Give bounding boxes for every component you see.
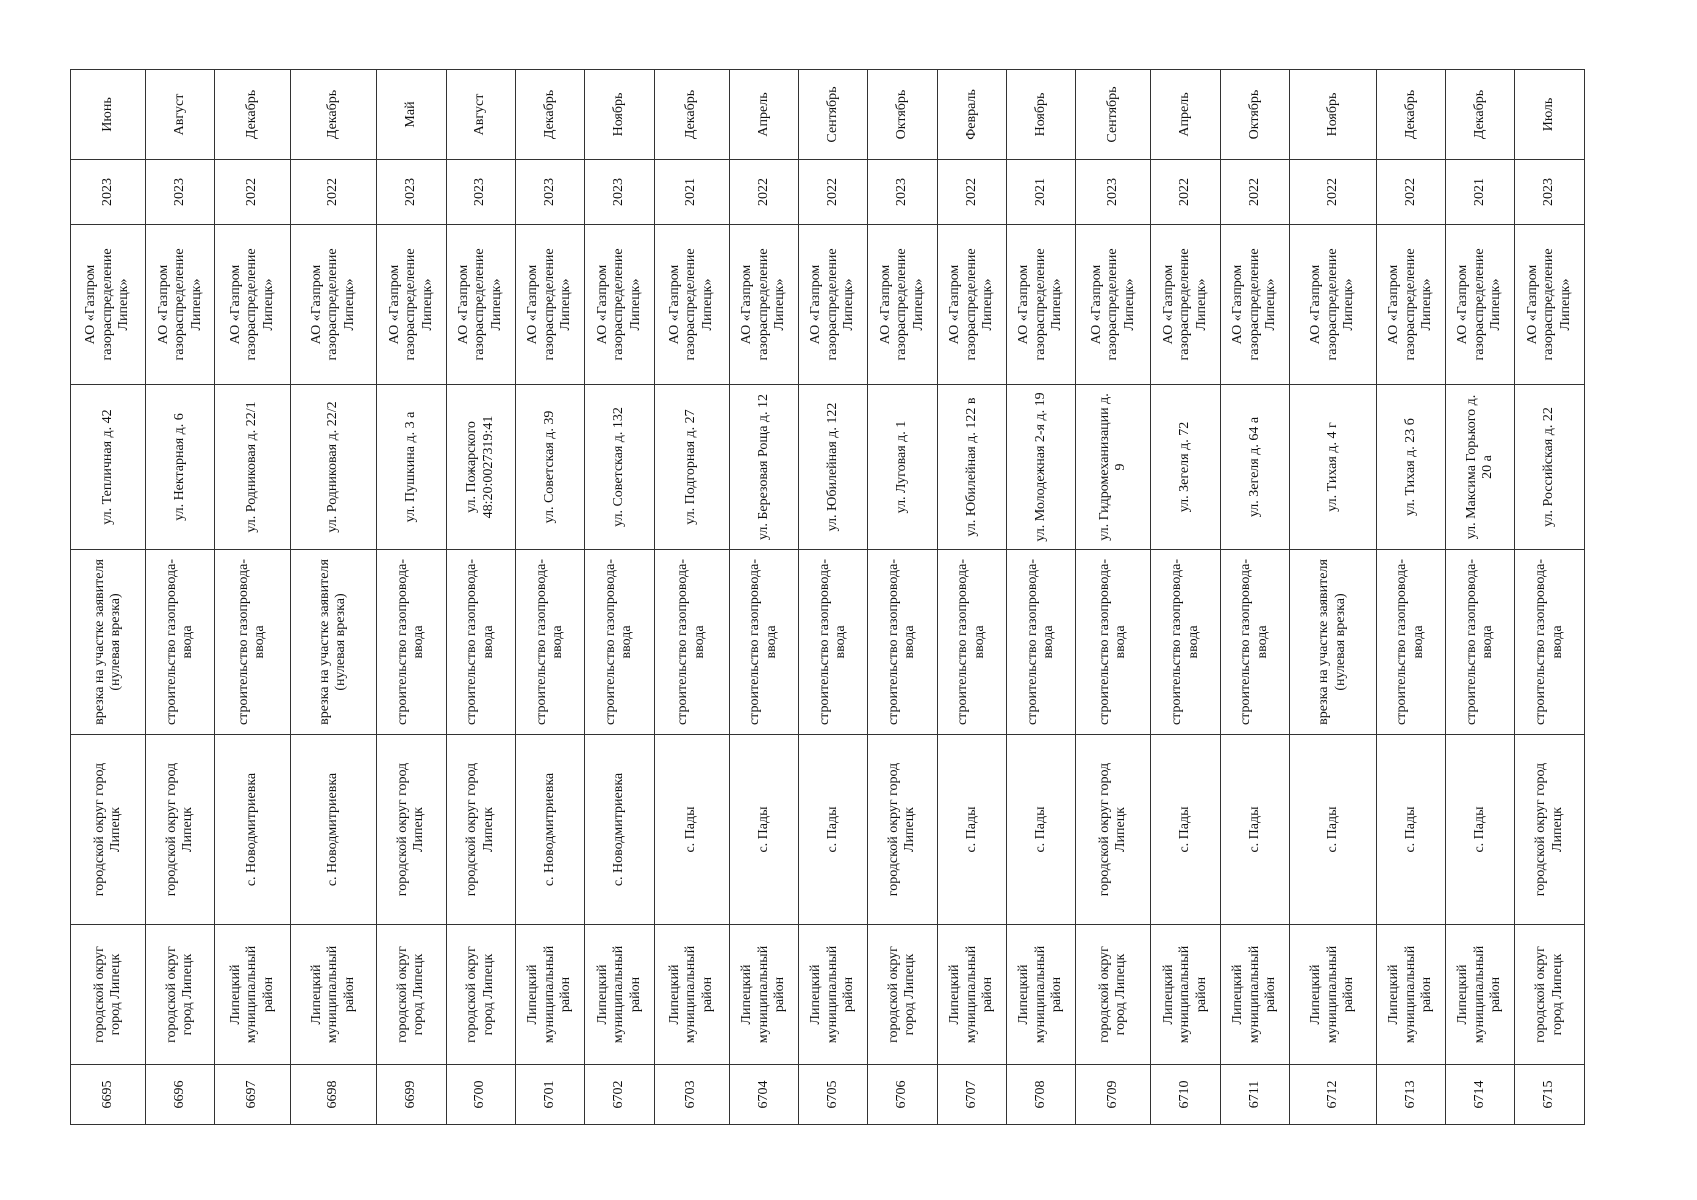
organization-cell: АО «Газпром газораспределение Липецк» <box>290 225 377 385</box>
row-number-cell: 6708 <box>1006 1065 1075 1125</box>
district-cell: Липецкий муниципальный район <box>515 925 584 1065</box>
row-number-cell: 6704 <box>729 1065 798 1125</box>
row-number-cell: 6701 <box>515 1065 584 1125</box>
month-cell: Декабрь <box>1376 70 1445 160</box>
address-cell: ул. Луговая д. 1 <box>868 385 937 550</box>
locality-cell: с. Пады <box>798 735 867 925</box>
table-row <box>290 70 377 1125</box>
address-cell: ул. Пожарского 48:20:0027319:41 <box>446 385 515 550</box>
row-number-cell: 6713 <box>1376 1065 1445 1125</box>
month-cell: Декабрь <box>654 70 729 160</box>
organization-cell: АО «Газпром газораспределение Липецк» <box>146 225 215 385</box>
organization-cell: АО «Газпром газораспределение Липецк» <box>654 225 729 385</box>
organization-cell: АО «Газпром газораспределение Липецк» <box>446 225 515 385</box>
rotated-table-wrapper <box>70 70 1585 1125</box>
work-type-cell: строительство газопровода-ввода <box>446 550 515 735</box>
table-row <box>1290 70 1377 1125</box>
district-cell: Липецкий муниципальный район <box>798 925 867 1065</box>
locality-cell: городской округ город Липецк <box>868 735 937 925</box>
row-number-cell: 6705 <box>798 1065 867 1125</box>
work-type-cell: строительство газопровода-ввода <box>515 550 584 735</box>
organization-cell: АО «Газпром газораспределение Липецк» <box>798 225 867 385</box>
row-number-cell: 6711 <box>1220 1065 1289 1125</box>
district-cell: городской округ город Липецк <box>446 925 515 1065</box>
work-type-cell: строительство газопровода-ввода <box>215 550 290 735</box>
address-cell: ул. Родниковая д. 22/1 <box>215 385 290 550</box>
table-body <box>71 70 1585 1125</box>
address-cell: ул. Пушкина д. 3 а <box>377 385 446 550</box>
month-cell: Апрель <box>729 70 798 160</box>
district-cell: городской округ город Липецк <box>868 925 937 1065</box>
month-cell: Сентябрь <box>1076 70 1151 160</box>
organization-cell: АО «Газпром газораспределение Липецк» <box>1290 225 1377 385</box>
organization-cell: АО «Газпром газораспределение Липецк» <box>729 225 798 385</box>
year-cell: 2023 <box>1515 160 1585 225</box>
work-type-cell: строительство газопровода-ввода <box>1006 550 1075 735</box>
district-cell: Липецкий муниципальный район <box>215 925 290 1065</box>
work-type-cell: строительство газопровода-ввода <box>146 550 215 735</box>
organization-cell: АО «Газпром газораспределение Липецк» <box>1220 225 1289 385</box>
year-cell: 2021 <box>1446 160 1515 225</box>
year-cell: 2021 <box>654 160 729 225</box>
year-cell: 2021 <box>1006 160 1075 225</box>
row-number-cell: 6703 <box>654 1065 729 1125</box>
year-cell: 2023 <box>377 160 446 225</box>
district-cell: городской округ город Липецк <box>1076 925 1151 1065</box>
year-cell: 2023 <box>585 160 654 225</box>
row-number-cell: 6709 <box>1076 1065 1151 1125</box>
work-type-cell: строительство газопровода-ввода <box>1151 550 1220 735</box>
year-cell: 2022 <box>937 160 1006 225</box>
locality-cell: городской округ город Липецк <box>1076 735 1151 925</box>
district-cell: Липецкий муниципальный район <box>1006 925 1075 1065</box>
row-number-cell: 6696 <box>146 1065 215 1125</box>
organization-cell: АО «Газпром газораспределение Липецк» <box>515 225 584 385</box>
table-row <box>798 70 867 1125</box>
district-cell: Липецкий муниципальный район <box>654 925 729 1065</box>
organization-cell: АО «Газпром газораспределение Липецк» <box>1515 225 1585 385</box>
month-cell: Октябрь <box>868 70 937 160</box>
row-number-cell: 6699 <box>377 1065 446 1125</box>
gas-connection-table <box>70 69 1585 1125</box>
address-cell: ул. Тепличная д. 42 <box>71 385 146 550</box>
table-row <box>729 70 798 1125</box>
table-row <box>515 70 584 1125</box>
row-number-cell: 6715 <box>1515 1065 1585 1125</box>
address-cell: ул. Молодежная 2-я д. 19 <box>1006 385 1075 550</box>
work-type-cell: строительство газопровода-ввода <box>1515 550 1585 735</box>
locality-cell: городской округ город Липецк <box>71 735 146 925</box>
address-cell: ул. Березовая Роща д. 12 <box>729 385 798 550</box>
locality-cell: с. Новодмитриевка <box>585 735 654 925</box>
locality-cell: с. Пады <box>729 735 798 925</box>
work-type-cell: строительство газопровода-ввода <box>729 550 798 735</box>
row-number-cell: 6700 <box>446 1065 515 1125</box>
table-row <box>1006 70 1075 1125</box>
table-row <box>585 70 654 1125</box>
locality-cell: с. Новодмитриевка <box>290 735 377 925</box>
district-cell: Липецкий муниципальный район <box>937 925 1006 1065</box>
row-number-cell: 6697 <box>215 1065 290 1125</box>
organization-cell: АО «Газпром газораспределение Липецк» <box>1006 225 1075 385</box>
table-row <box>1376 70 1445 1125</box>
district-cell: Липецкий муниципальный район <box>585 925 654 1065</box>
district-cell: городской округ город Липецк <box>146 925 215 1065</box>
address-cell: ул. Российская д. 22 <box>1515 385 1585 550</box>
year-cell: 2022 <box>215 160 290 225</box>
work-type-cell: строительство газопровода-ввода <box>1446 550 1515 735</box>
district-cell: Липецкий муниципальный район <box>1290 925 1377 1065</box>
month-cell: Декабрь <box>290 70 377 160</box>
year-cell: 2022 <box>1220 160 1289 225</box>
locality-cell: с. Пады <box>1151 735 1220 925</box>
month-cell: Август <box>446 70 515 160</box>
work-type-cell: врезка на участке заявителя (нулевая врезка) <box>290 550 377 735</box>
month-cell: Ноябрь <box>1006 70 1075 160</box>
locality-cell: с. Пады <box>1220 735 1289 925</box>
row-number-cell: 6702 <box>585 1065 654 1125</box>
table-row <box>1515 70 1585 1125</box>
work-type-cell: врезка на участке заявителя (нулевая врезка) <box>71 550 146 735</box>
year-cell: 2023 <box>1076 160 1151 225</box>
address-cell: ул. Максима Горького д. 20 а <box>1446 385 1515 550</box>
row-number-cell: 6698 <box>290 1065 377 1125</box>
work-type-cell: строительство газопровода-ввода <box>1376 550 1445 735</box>
month-cell: Сентябрь <box>798 70 867 160</box>
work-type-cell: строительство газопровода-ввода <box>1220 550 1289 735</box>
table-row <box>446 70 515 1125</box>
locality-cell: с. Пады <box>1376 735 1445 925</box>
district-cell: Липецкий муниципальный район <box>1446 925 1515 1065</box>
district-cell: Липецкий муниципальный район <box>290 925 377 1065</box>
organization-cell: АО «Газпром газораспределение Липецк» <box>71 225 146 385</box>
month-cell: Ноябрь <box>585 70 654 160</box>
district-cell: Липецкий муниципальный район <box>1220 925 1289 1065</box>
year-cell: 2022 <box>1376 160 1445 225</box>
locality-cell: городской округ город Липецк <box>1515 735 1585 925</box>
work-type-cell: врезка на участке заявителя (нулевая врезка) <box>1290 550 1377 735</box>
locality-cell: с. Пады <box>1290 735 1377 925</box>
year-cell: 2022 <box>798 160 867 225</box>
address-cell: ул. Советская д. 132 <box>585 385 654 550</box>
table-row <box>868 70 937 1125</box>
year-cell: 2022 <box>290 160 377 225</box>
work-type-cell: строительство газопровода-ввода <box>654 550 729 735</box>
address-cell: ул. Подгорная д. 27 <box>654 385 729 550</box>
district-cell: городской округ город Липецк <box>377 925 446 1065</box>
month-cell: Апрель <box>1151 70 1220 160</box>
organization-cell: АО «Газпром газораспределение Липецк» <box>937 225 1006 385</box>
year-cell: 2023 <box>515 160 584 225</box>
address-cell: ул. Родниковая д. 22/2 <box>290 385 377 550</box>
year-cell: 2022 <box>729 160 798 225</box>
address-cell: ул. Тихая д. 23 б <box>1376 385 1445 550</box>
locality-cell: с. Пады <box>937 735 1006 925</box>
year-cell: 2022 <box>1290 160 1377 225</box>
table-row <box>654 70 729 1125</box>
locality-cell: городской округ город Липецк <box>146 735 215 925</box>
table-row <box>71 70 146 1125</box>
month-cell: Декабрь <box>215 70 290 160</box>
row-number-cell: 6712 <box>1290 1065 1377 1125</box>
table-row <box>1446 70 1515 1125</box>
organization-cell: АО «Газпром газораспределение Липецк» <box>1076 225 1151 385</box>
work-type-cell: строительство газопровода-ввода <box>937 550 1006 735</box>
year-cell: 2022 <box>1151 160 1220 225</box>
district-cell: Липецкий муниципальный район <box>1376 925 1445 1065</box>
address-cell: ул. Юбилейная д. 122 <box>798 385 867 550</box>
locality-cell: городской округ город Липецк <box>446 735 515 925</box>
address-cell: ул. Зегеля д. 72 <box>1151 385 1220 550</box>
locality-cell: городской округ город Липецк <box>377 735 446 925</box>
address-cell: ул. Нектарная д. 6 <box>146 385 215 550</box>
month-cell: Октябрь <box>1220 70 1289 160</box>
organization-cell: АО «Газпром газораспределение Липецк» <box>1446 225 1515 385</box>
address-cell: ул. Гидромеханизации д. 9 <box>1076 385 1151 550</box>
organization-cell: АО «Газпром газораспределение Липецк» <box>377 225 446 385</box>
table-row <box>1151 70 1220 1125</box>
row-number-cell: 6695 <box>71 1065 146 1125</box>
month-cell: Июль <box>1515 70 1585 160</box>
district-cell: Липецкий муниципальный район <box>729 925 798 1065</box>
month-cell: Август <box>146 70 215 160</box>
district-cell: городской округ город Липецк <box>1515 925 1585 1065</box>
work-type-cell: строительство газопровода-ввода <box>1076 550 1151 735</box>
row-number-cell: 6710 <box>1151 1065 1220 1125</box>
organization-cell: АО «Газпром газораспределение Липецк» <box>1151 225 1220 385</box>
district-cell: городской округ город Липецк <box>71 925 146 1065</box>
year-cell: 2023 <box>446 160 515 225</box>
locality-cell: с. Пады <box>654 735 729 925</box>
locality-cell: с. Новодмитриевка <box>215 735 290 925</box>
row-number-cell: 6714 <box>1446 1065 1515 1125</box>
year-cell: 2023 <box>146 160 215 225</box>
locality-cell: с. Новодмитриевка <box>515 735 584 925</box>
month-cell: Июнь <box>71 70 146 160</box>
month-cell: Декабрь <box>1446 70 1515 160</box>
work-type-cell: строительство газопровода-ввода <box>868 550 937 735</box>
table-row <box>1076 70 1151 1125</box>
year-cell: 2023 <box>868 160 937 225</box>
organization-cell: АО «Газпром газораспределение Липецк» <box>868 225 937 385</box>
work-type-cell: строительство газопровода-ввода <box>798 550 867 735</box>
organization-cell: АО «Газпром газораспределение Липецк» <box>215 225 290 385</box>
table-row <box>937 70 1006 1125</box>
organization-cell: АО «Газпром газораспределение Липецк» <box>1376 225 1445 385</box>
row-number-cell: 6707 <box>937 1065 1006 1125</box>
locality-cell: с. Пады <box>1006 735 1075 925</box>
address-cell: ул. Зегеля д. 64 а <box>1220 385 1289 550</box>
address-cell: ул. Советская д. 39 <box>515 385 584 550</box>
locality-cell: с. Пады <box>1446 735 1515 925</box>
table-row <box>377 70 446 1125</box>
organization-cell: АО «Газпром газораспределение Липецк» <box>585 225 654 385</box>
table-row <box>1220 70 1289 1125</box>
work-type-cell: строительство газопровода-ввода <box>377 550 446 735</box>
month-cell: Май <box>377 70 446 160</box>
month-cell: Ноябрь <box>1290 70 1377 160</box>
table-row <box>215 70 290 1125</box>
table-row <box>146 70 215 1125</box>
work-type-cell: строительство газопровода-ввода <box>585 550 654 735</box>
district-cell: Липецкий муниципальный район <box>1151 925 1220 1065</box>
month-cell: Февраль <box>937 70 1006 160</box>
month-cell: Декабрь <box>515 70 584 160</box>
address-cell: ул. Тихая д. 4 г <box>1290 385 1377 550</box>
row-number-cell: 6706 <box>868 1065 937 1125</box>
year-cell: 2023 <box>71 160 146 225</box>
address-cell: ул. Юбилейная д. 122 в <box>937 385 1006 550</box>
